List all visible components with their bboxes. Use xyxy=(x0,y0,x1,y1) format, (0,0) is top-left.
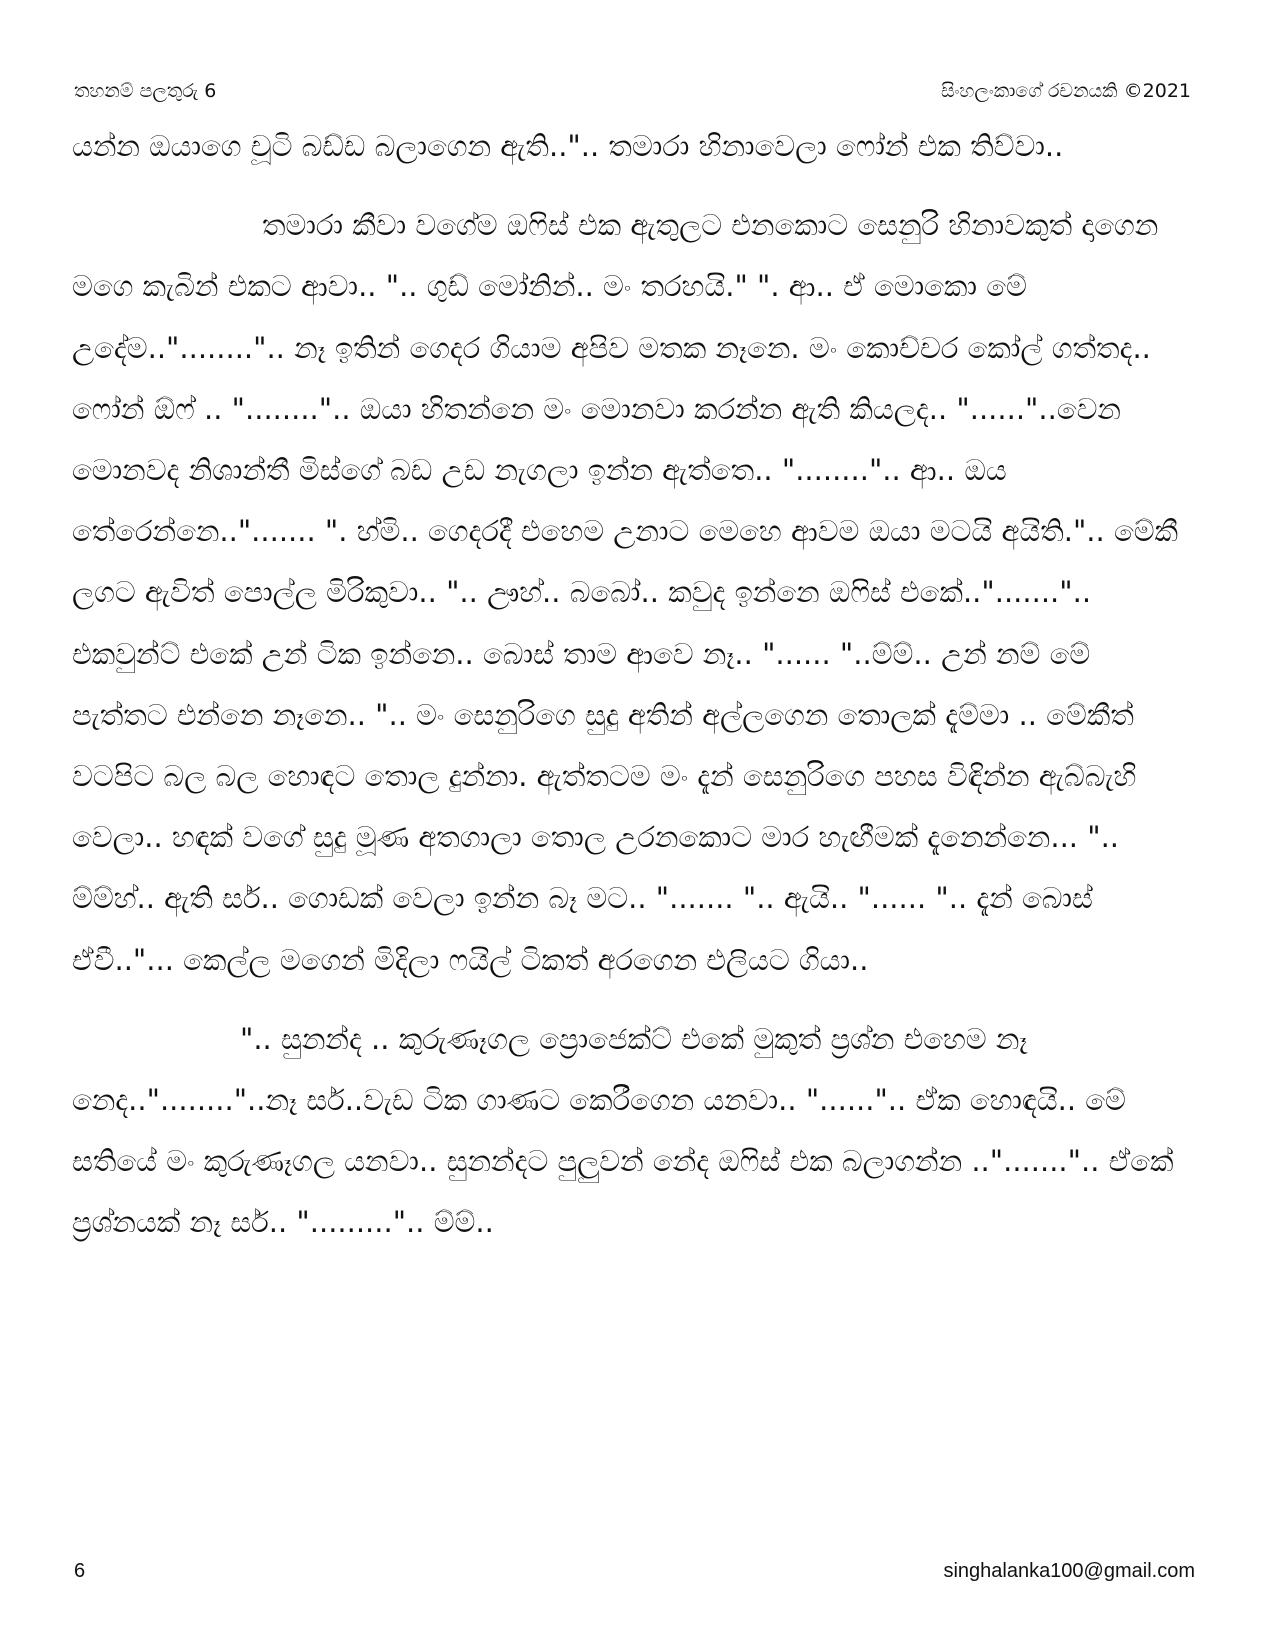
header-copyright: සිංහලංකාගේ රචනයකි ©2021 xyxy=(940,80,1191,102)
page-number: 6 xyxy=(74,1559,86,1582)
header-title: තහනම් පලතුරු 6 xyxy=(74,80,217,102)
paragraph-2-text: තමාරා කීවා වගේම ඔෆිස් එක ඇතුලට එනකොට සෙනුරි හිනාවකුත් දාගෙන මගෙ කැබින් එකට ආවා.. ".. ගුඩ් මෝනින්.. මං තරහයි." ". ආ.. ඒ මොකො මේ උදේම.."........".. නෑ ඉතින් ගෙදර ගියාම අපිව මතක නෑනෙ. මං කොච්චර කෝල් ගත්තද.. ෆෝන් ඕෆ් .. "........".. ඔයා හිතන්නෙ මං මොනවා කරන්න ඇති කියලද.. "......"..වෙන මොනවද නිශාන්තී මිස්ගේ බඩ උඩ නැගලා ඉන්න ඇත්තෙ.. "........".. ආ.. ඔය තේරෙන්නෙ.."....... ". හ්මි.. ගෙදරදී එහෙම උනාට මෙහෙ ආවම ඔයා මටයි අයිති.".. මේකී ලගට ඇවිත් පොල්ල මිරිකුවා.. ".. ඌහ්.. බබෝ.. කවුද ඉන්නෙ ඔෆිස් එකේ..".......".. එකවුන්ට් එකේ උන් ටික ඉන්නෙ.. බොස් තාම ආවෙ නෑ.. "...... "..ම්ම්.. උන් නම් මේ පැත්තට එන්නෙ නෑනෙ.. ".. මං සෙනුරිගෙ සුදු අතින් අල්ලගෙන තොලක් දැම්මා .. මේකීත් වටපිට බල බල හොඳට තොල දුන්නා. ඇත්තටම මං දැන් සෙනුරිගෙ පහස විඳින්න ඇබ්බැහි වෙලා.. හඳක් වගේ සුදු මූණ අතගාලා තොල උරනකොට මාර හැඟීමක් දැනෙන්නෙ... ".. ම්ම්හ්.. ඇති සර්.. ගොඩක් වෙලා ඉන්න බෑ මට.. "....... ".. ඇයි.. "...... ".. දැන් බොස් ඒවී.."... කෙල්ල මගෙන් මිදිලා ෆයිල් ටිකත් අරගෙන එලියට ගියා.. xyxy=(72,208,1179,977)
footer-email: singhalanka100@gmail.com xyxy=(943,1559,1195,1582)
paragraph-1-text: යන්න ඔයාගෙ චූටි බඩ්ඩ බලාගෙන ඇති..".. තමාරා හිනාවෙලා ෆෝන් එක තිව්වා.. xyxy=(72,129,1064,163)
paragraph-2 xyxy=(72,195,1182,991)
paragraph-3-text: ".. සුනන්ද .. කුරුණෑගල ප්‍රොජෙක්ට් එකේ මුකුත් ප්‍රශ්න එහෙම නෑ නෙද.."........"..නෑ සර්..වැඩ ටික ගාණට කෙරීගෙන යනවා.. "......".. ඒක හොඳයි.. මේ සතියේ මං කුරුණෑගල යනවා.. සුනන්දට පුලුවන් නේද ඔෆිස් එක බලාගන්න ..".......".. ඒකේ ප්‍රශ්නයක් නෑ සර්.. ".........".. ම්ම්.. xyxy=(72,1021,1174,1240)
page-footer xyxy=(74,1556,1195,1586)
page-header xyxy=(74,76,1191,106)
paragraph-1 xyxy=(72,116,1182,177)
story-body xyxy=(72,116,1182,1254)
paragraph-3 xyxy=(72,1009,1182,1254)
